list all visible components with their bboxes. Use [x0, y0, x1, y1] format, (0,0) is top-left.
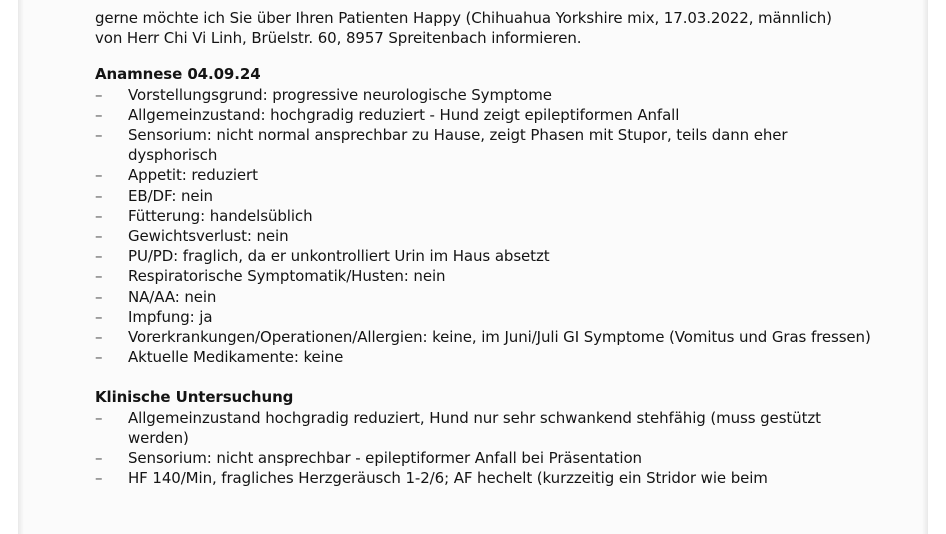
list-item-text: Allgemeinzustand: hochgradig reduziert - Hund zeigt epileptiformen Anfall	[128, 105, 680, 124]
list-item	[95, 85, 875, 105]
section-title-anamnese: Anamnese 04.09.24	[95, 65, 261, 84]
list-item	[95, 408, 875, 448]
dash-bullet: –	[95, 126, 103, 145]
dash-bullet: –	[95, 267, 103, 286]
dash-bullet: –	[95, 469, 103, 488]
list-item	[95, 448, 875, 468]
list-item	[95, 307, 875, 327]
intro-paragraph	[95, 8, 875, 48]
list-item-text: PU/PD: fraglich, da er unkontrolliert Urin im Haus absetzt	[128, 247, 550, 266]
dash-bullet: –	[95, 166, 103, 185]
dash-bullet: –	[95, 287, 103, 306]
dash-bullet: –	[95, 247, 103, 266]
list-item-text: Allgemeinzustand hochgradig reduziert, Hund nur sehr schwankend stehfähig (muss gestützt werden)	[128, 408, 821, 447]
list-item-text: Sensorium: nicht normal ansprechbar zu Hause, zeigt Phasen mit Stupor, teils dann eher dysphorisch	[128, 126, 788, 165]
dash-bullet: –	[95, 307, 103, 326]
dash-bullet: –	[95, 227, 103, 246]
klinische-untersuchung-list	[95, 408, 875, 489]
document-page	[18, 0, 928, 534]
list-item	[95, 105, 875, 125]
dash-bullet: –	[95, 206, 103, 225]
list-item-text: Fütterung: handelsüblich	[128, 206, 313, 225]
dash-bullet: –	[95, 85, 103, 104]
list-item-text: Respiratorische Symptomatik/Husten: nein	[128, 267, 446, 286]
dash-bullet: –	[95, 105, 103, 124]
anamnese-section	[95, 64, 875, 367]
list-item	[95, 206, 875, 226]
list-item-text: Appetit: reduziert	[128, 166, 258, 185]
list-item	[95, 468, 875, 488]
dash-bullet: –	[95, 449, 103, 468]
list-item-text: HF 140/Min, fragliches Herzgeräusch 1-2/6; AF hechelt (kurzzeitig ein Stridor wie beim	[128, 469, 768, 488]
list-item-text: Aktuelle Medikamente: keine	[128, 348, 344, 367]
list-item-text: NA/AA: nein	[128, 287, 217, 306]
dash-bullet: –	[95, 348, 103, 367]
list-item-text: EB/DF: nein	[128, 186, 213, 205]
list-item	[95, 165, 875, 185]
list-item	[95, 327, 875, 347]
list-item	[95, 125, 875, 165]
list-item	[95, 347, 875, 367]
list-item-text: Impfung: ja	[128, 307, 213, 326]
list-item-text: Sensorium: nicht ansprechbar - epileptiformer Anfall bei Präsentation	[128, 449, 642, 468]
klinische-untersuchung-section	[95, 387, 875, 488]
list-item	[95, 266, 875, 286]
list-item	[95, 186, 875, 206]
section-title-klinische-untersuchung: Klinische Untersuchung	[95, 388, 294, 407]
anamnese-list	[95, 85, 875, 368]
list-item-text: Gewichtsverlust: nein	[128, 227, 289, 246]
intro-line: gerne möchte ich Sie über Ihren Patienten Happy (Chihuahua Yorkshire mix, 17.03.2022, männlich)	[95, 9, 832, 27]
list-item-text: Vorstellungsgrund: progressive neurologische Symptome	[128, 85, 552, 104]
list-item	[95, 246, 875, 266]
list-item	[95, 287, 875, 307]
list-item	[95, 226, 875, 246]
dash-bullet: –	[95, 328, 103, 347]
intro-line: von Herr Chi Vi Linh, Brüelstr. 60, 8957 Spreitenbach informieren.	[95, 29, 582, 48]
list-item-text: Vorerkrankungen/Operationen/Allergien: keine, im Juni/Juli GI Symptome (Vomitus und Gras fressen)	[128, 328, 871, 347]
document-body	[95, 8, 875, 488]
dash-bullet: –	[95, 186, 103, 205]
dash-bullet: –	[95, 408, 103, 427]
